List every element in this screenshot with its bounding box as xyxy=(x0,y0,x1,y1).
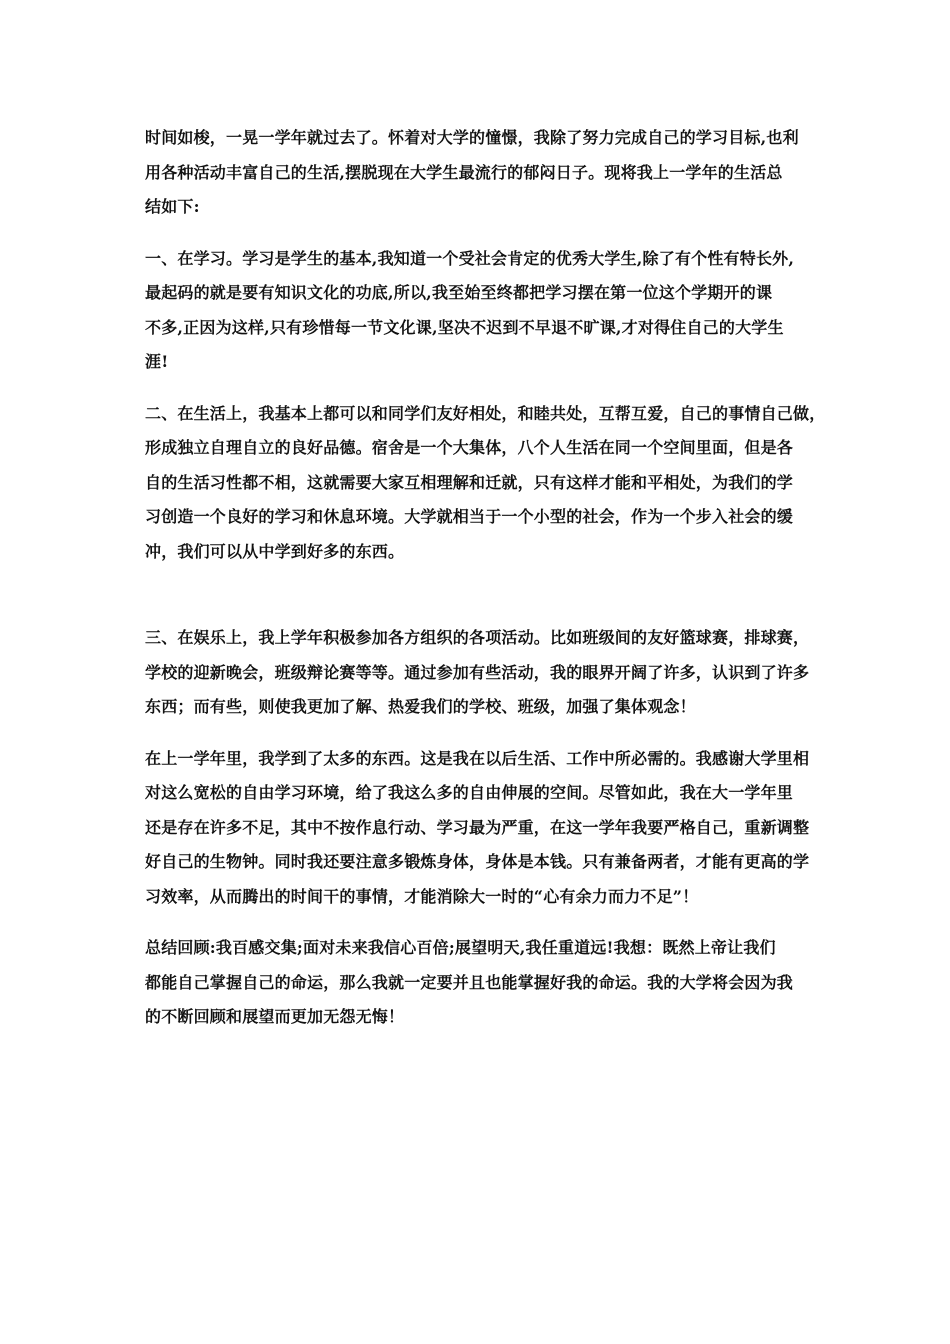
paragraph-line: 冲，我们可以从中学到好多的东西。 xyxy=(145,541,405,561)
document-body xyxy=(145,121,826,1052)
paragraph-line: 好自己的生物钟。同时我还要注意多锻炼身体，身体是本钱。只有兼备两者，才能有更高的学 xyxy=(145,852,810,871)
paragraph-line: 用各种活动丰富自己的生活,摆脱现在大学生最流行的郁闷日子。现将我上一学年的生活总 xyxy=(145,162,783,182)
paragraph-line: 东西；而有些，则使我更加了解、热爱我们的学校、班级，加强了集体观念！ xyxy=(145,697,696,716)
paragraph-line: 时间如梭，一晃一学年就过去了。怀着对大学的憧憬，我除了努力完成自己的学习目标,也利 xyxy=(145,128,799,147)
reflection-paragraph xyxy=(145,742,815,915)
paragraph-line: 一、在学习。学习是学生的基本,我知道一个受社会肯定的优秀大学生,除了有个性有特长外, xyxy=(145,248,795,268)
paragraph-line: 总结回顾:我百感交集;面对未来我信心百倍;展望明天,我任重道远!我想：既然上帝让我们 xyxy=(145,938,776,957)
summary-paragraph xyxy=(145,931,815,1035)
paragraph-line: 结如下: xyxy=(145,197,200,216)
paragraph-line: 的不断回顾和展望而更加无怨无悔！ xyxy=(145,1007,405,1026)
paragraph-line: 学校的迎新晚会，班级辩论赛等等。通过参加有些活动，我的眼界开阔了许多，认识到了许多 xyxy=(145,662,810,682)
paragraph-line: 习创造一个良好的学习和休息环境。大学就相当于一个小型的社会，作为一个步入社会的缓 xyxy=(145,507,794,526)
paragraph-line: 二、在生活上，我基本上都可以和同学们友好相处，和睦共处，互帮互爱，自己的事情自己做， xyxy=(145,403,826,423)
paragraph-line: 对这么宽松的自由学习环境，给了我这么多的自由伸展的空间。尽管如此，我在大一学年里 xyxy=(145,783,794,802)
paragraph-line: 自的生活习性都不相，这就需要大家互相理解和迁就，只有这样才能和平相处，为我们的学 xyxy=(145,472,794,492)
paragraph-line: 习效率，从而腾出的时间干的事情，才能消除大一时的“心有余力而力不足”！ xyxy=(145,886,699,906)
paragraph-line: 都能自己掌握自己的命运，那么我就一定要并且也能掌握好我的命运。我的大学将会因为我 xyxy=(145,972,794,992)
life-paragraph xyxy=(145,397,826,570)
intro-paragraph xyxy=(145,121,815,225)
paragraph-line: 形成独立自理自立的良好品德。宿舍是一个大集体，八个人生活在同一个空间里面，但是各 xyxy=(145,438,794,457)
paragraph-line: 三、在娱乐上，我上学年积极参加各方组织的各项活动。比如班级间的友好篮球赛，排球赛， xyxy=(145,628,810,647)
entertainment-paragraph xyxy=(145,621,815,725)
paragraph-line: 涯! xyxy=(145,352,169,371)
paragraph-line: 还是存在许多不足，其中不按作息行动、学习最为严重，在这一学年我要严格自己，重新调整 xyxy=(145,817,810,837)
paragraph-line: 最起码的就是要有知识文化的功底,所以,我至始至终都把学习摆在第一位这个学期开的课 xyxy=(145,283,773,302)
paragraph-line: 在上一学年里，我学到了太多的东西。这是我在以后生活、工作中所必需的。我感谢大学里相 xyxy=(145,748,810,768)
study-paragraph xyxy=(145,242,815,380)
paragraph-line: 不多,正因为这样,只有珍惜每一节文化课,坚决不迟到不早退不旷课,才对得住自己的大学生 xyxy=(145,317,784,337)
